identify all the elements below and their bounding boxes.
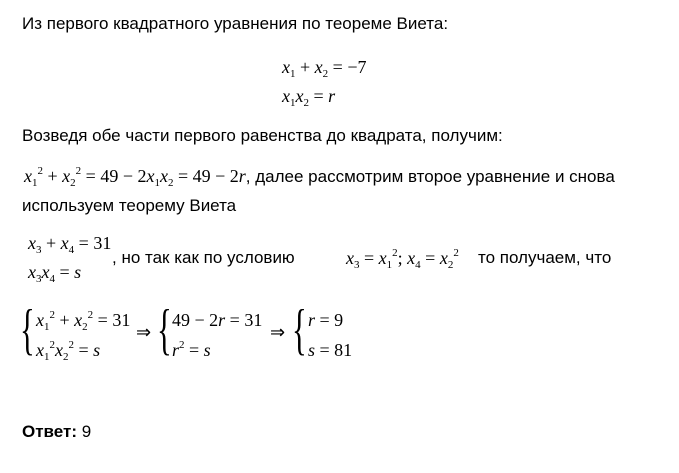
system3-brace: { bbox=[292, 299, 307, 361]
system2-eq2: $r^2 = s$ bbox=[172, 339, 211, 360]
system3-eq1: r = 9 bbox=[308, 310, 344, 330]
squared-equation: $x_1^2 + x_2^2 = 49 - 2x_1x_2 = 49 - 2r$ bbox=[24, 165, 246, 189]
answer-label: Ответ: bbox=[22, 422, 77, 441]
condition-text-1: , но так как по условию bbox=[112, 248, 295, 267]
system2-eq1: 49 − 2r = 31 bbox=[172, 310, 263, 330]
condition-equation: $x_3 = x_1^2$; $x_4 = x_2^2$ bbox=[346, 247, 459, 271]
vieta-sum-equation: $x_1 + x_2 = -7$ bbox=[282, 57, 367, 80]
answer-value: 9 bbox=[81, 422, 92, 441]
system1-eq1: $x_1^2 + x_2^2 = 31$ bbox=[36, 309, 131, 333]
system2-brace: { bbox=[157, 299, 172, 361]
system1-eq2: $x_1^2x_2^2 = s$ bbox=[36, 339, 101, 363]
vieta2-product-equation: $x_3x_4 = s$ bbox=[28, 262, 82, 285]
system3-eq2: s = 81 bbox=[308, 340, 353, 360]
line4-text: используем теорему Виета bbox=[22, 196, 237, 215]
implies-arrow-1: ⇒ bbox=[136, 322, 152, 343]
implies-arrow-2: ⇒ bbox=[270, 322, 286, 343]
condition-text-2: то получаем, что bbox=[478, 248, 612, 267]
squared-equation-line bbox=[24, 166, 615, 187]
squared-tail-text: , далее рассмотрим второе уравнение и снова bbox=[245, 167, 615, 186]
square-text: Возведя обе части первого равенства до квадрата, получим: bbox=[22, 126, 503, 145]
system1-brace: { bbox=[20, 299, 35, 361]
vieta-product-equation: $x_1x_2 = r$ bbox=[282, 86, 336, 109]
vieta2-sum-equation: $x_3 + x_4 = 31$ bbox=[28, 233, 112, 256]
intro-text: Из первого квадратного уравнения по теореме Виета: bbox=[22, 14, 449, 33]
answer-line bbox=[22, 422, 91, 442]
